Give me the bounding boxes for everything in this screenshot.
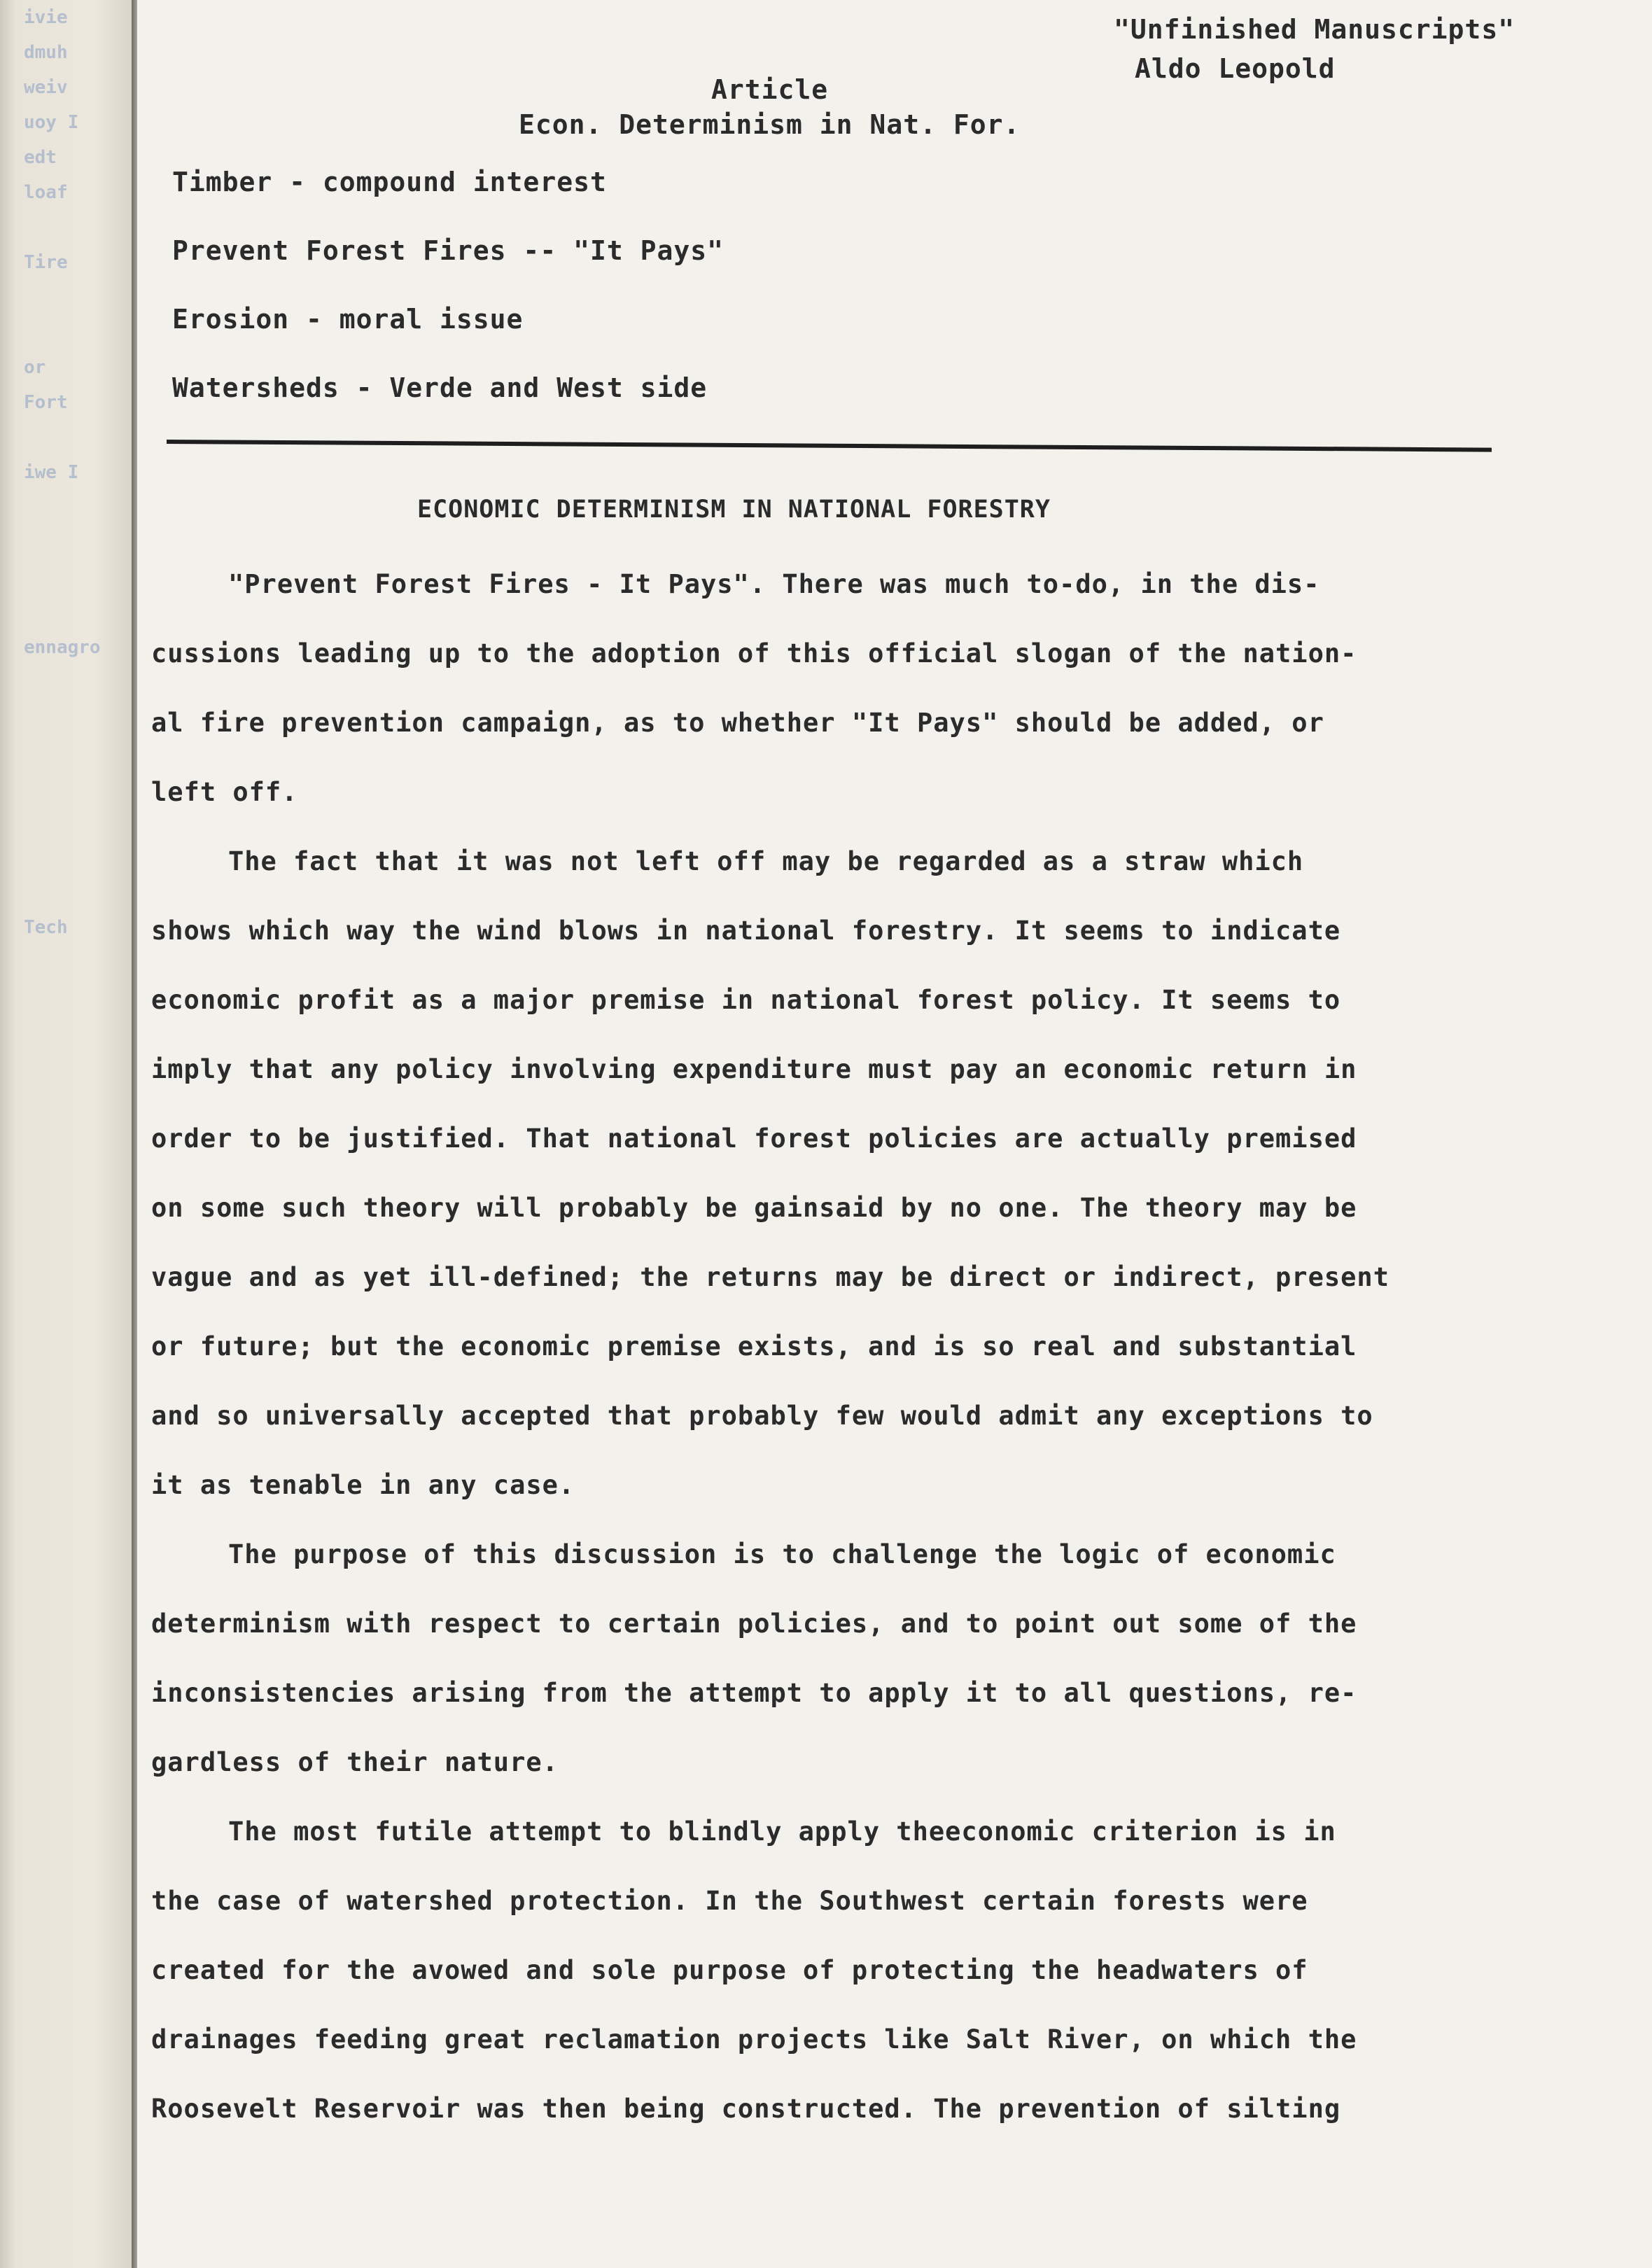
bleed-fragment: weiv [24,77,68,98]
text-line: on some such theory will probably be gainsaid by no one. The theory may be [151,1193,1357,1223]
text-line: imply that any policy involving expenditure must pay an economic return in [151,1054,1357,1084]
manuscript-page [137,0,1652,2268]
text-line: "Prevent Forest Fires - It Pays". There was much to-do, in the dis- [228,569,1320,599]
text-line: The most futile attempt to blindly apply theeconomic criterion is in [228,1816,1336,1847]
horizontal-rule [167,440,1492,452]
page-gutter [0,0,15,2268]
text-line: order to be justified. That national forest policies are actually premised [151,1124,1357,1154]
bleed-fragment [24,700,133,735]
author-name: Aldo Leopold [1135,53,1336,84]
bleed-fragment [24,560,133,595]
bleed-fragment [24,1400,133,1435]
article-label: Article [711,74,829,105]
section-title: ECONOMIC DETERMINISM IN NATIONAL FORESTRY [417,496,1051,524]
text-line: The purpose of this discussion is to challenge the logic of economic [228,1539,1336,1569]
bleed-fragment: ivie [24,7,68,28]
text-line: cussions leading up to the adoption of this official slogan of the nation- [151,638,1357,668]
bleed-fragment [24,1330,133,1365]
bleed-fragment [24,315,133,350]
facing-page-edge [0,0,133,2268]
bleed-fragment: Fort [24,392,68,413]
bleed-fragment [24,805,133,840]
bleed-fragment [24,1015,133,1050]
collection-label: "Unfinished Manuscripts" [1114,14,1516,45]
text-line: determinism with respect to certain policies, and to point out some of the [151,1609,1357,1639]
text-line: economic profit as a major premise in national forest policy. It seems to [151,985,1341,1015]
text-line: and so universally accepted that probably few would admit any exceptions to [151,1401,1373,1431]
topic-outline [172,162,724,437]
bleed-fragment [24,875,133,910]
collection-header [1114,10,1515,88]
bleed-fragment: Tire [24,252,68,273]
bleed-fragment [24,665,133,700]
text-line: created for the avowed and sole purpose of protecting the headwaters of [151,1955,1308,1985]
outline-item: Erosion - moral issue [172,304,524,335]
bleed-fragment [24,1190,133,1225]
body-text [151,550,1495,2143]
bleed-fragment: edt [24,147,57,168]
paragraph [151,1797,1495,2143]
bleed-fragment [24,1260,133,1295]
text-line: gardless of their nature. [151,1747,559,1777]
bleed-fragment [24,945,133,980]
paragraph [151,827,1495,1520]
bleed-fragment [24,420,133,455]
bleed-fragment: iwe I [24,462,79,483]
bleed-fragment [24,280,133,315]
text-line: drainages feeding great reclamation projects like Salt River, on which the [151,2024,1357,2054]
bleed-fragment [24,1365,133,1400]
bleed-fragment [24,210,133,245]
bleed-fragment: dmuh [24,42,68,63]
outline-item: Prevent Forest Fires -- "It Pays" [172,235,724,266]
text-line: vague and as yet ill-defined; the returns may be direct or indirect, present [151,1262,1390,1292]
text-line: shows which way the wind blows in national forestry. It seems to indicate [151,916,1341,946]
bleed-fragment [24,1155,133,1190]
bleed-fragment [24,490,133,525]
text-line: the case of watershed protection. In the Southwest certain forests were [151,1886,1308,1916]
bleed-fragment [24,1505,133,1540]
bleed-fragment: ennagro [24,637,101,658]
bleed-fragment [24,770,133,805]
bleed-fragment: uoy I [24,112,79,133]
bleed-fragment [24,1120,133,1155]
text-line: it as tenable in any case. [151,1470,575,1500]
bleed-fragment [24,1225,133,1260]
bleed-fragment: loaf [24,182,68,203]
paragraph [151,1520,1495,1797]
bleed-fragment: Tech [24,917,68,938]
text-line: inconsistencies arising from the attempt to apply it to all questions, re- [151,1678,1357,1708]
bleed-fragment [24,1435,133,1470]
bleed-fragment [24,1295,133,1330]
bleed-fragment [24,595,133,630]
text-line: left off. [151,777,298,807]
paragraph [151,550,1495,827]
bleed-fragment: or [24,357,46,378]
text-line: al fire prevention campaign, as to whether "It Pays" should be added, or [151,708,1324,738]
outline-item: Timber - compound interest [172,167,607,197]
text-line: The fact that it was not left off may be regarded as a straw which [228,846,1304,876]
bleed-fragment [24,1050,133,1085]
text-line: Roosevelt Reservoir was then being constructed. The prevention of silting [151,2094,1341,2124]
bleed-fragment [24,1540,133,1575]
bleed-fragment [24,980,133,1015]
bleed-fragment [24,525,133,560]
bleed-fragment [24,840,133,875]
outline-item: Watersheds - Verde and West side [172,372,708,403]
text-line: or future; but the economic premise exists, and is so real and substantial [151,1331,1357,1362]
bleed-fragment [24,1470,133,1505]
bleed-through-text [24,0,133,2268]
article-short-title: Econ. Determinism in Nat. For. [519,109,1021,140]
bleed-fragment [24,1085,133,1120]
bleed-fragment [24,735,133,770]
